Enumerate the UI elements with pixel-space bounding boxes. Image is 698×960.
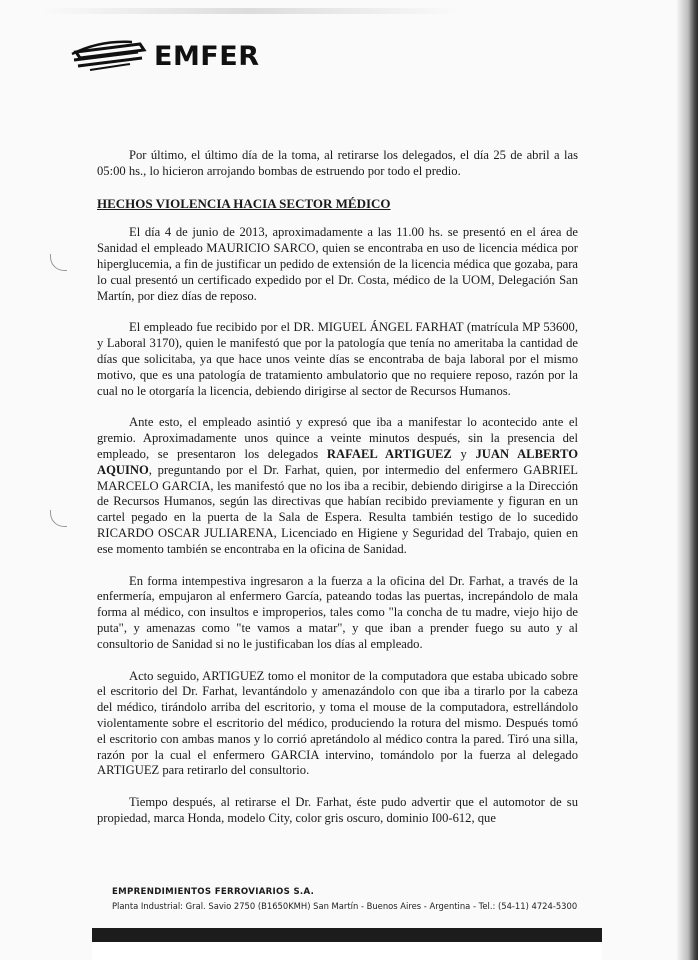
paragraph: El día 4 de junio de 2013, aproximadamente a las 11.00 hs. se presentó en el área de Sanidad el empleado MAURICIO SARCO, quien se encontraba en uso de licencia médica por hiperglucemia, a fin de justificar un pedido de extensión de la licencia médica que gozaba, para lo cual presentó un certificado expedido por el Dr. Costa, médico de la UOM, Delegación San Martín, por diez días de reposo. [97, 225, 578, 303]
scan-edge-shadow [676, 0, 698, 960]
paragraph-text: Ante esto, el empleado asintió y expresó que iba a manifestar lo acontecido ante el gremio. Aproximadamente unos quince a veinte minutos después, sin la presencia del empleado, se presentaron los delegados [97, 415, 578, 461]
footer-address: Planta Industrial: Gral. Savio 2750 (B1650KMH) San Martín - Buenos Aires - Argentina - Tel.: (54-11) 4724-5300 [112, 901, 578, 911]
brand-name: EMFER [154, 40, 260, 72]
section-heading: HECHOS VIOLENCIA HACIA SECTOR MÉDICO [97, 195, 391, 211]
paragraph: Acto seguido, ARTIGUEZ tomo el monitor de la computadora que estaba ubicado sobre el escritorio del Dr. Farhat, levantándolo y amenazándolo con que iba a tirarlo por la cabeza del médico, tirándolo arriba del escritorio, y toma el mouse de la computadora, estrellándolo violentamente sobre el escritorio del médico, produciendo la rotura del mismo. Después tomó el escritorio con ambas manos y lo corrió apretándolo al médico contra la pared. Tiró una silla, razón por la cual el enfermero GARCIA intervino, tomándolo por la fuerza al delegado ARTIGUEZ para retirarlo del consultorio. [97, 668, 578, 778]
paragraph-text: y [451, 446, 476, 461]
emfer-logo-icon [70, 38, 148, 74]
scan-smudge [40, 8, 460, 14]
delegate-name: JUAN ALBERTO AQUINO [97, 446, 579, 477]
paragraph: El empleado fue recibido por el DR. MIGUEL ÁNGEL FARHAT (matrícula MP 53600, y Laboral 3170), quien le manifestó que por la patología que tenía no ameritaba la cantidad de días que solicitaba, ya que hace unos veinte días se encontraba de baja laboral por el mismo motivo, que es una patología de tratamiento ambulatorio que no requiere reposo, razón por la cual no le otorgaría la licencia, debiendo dirigirse al sector de Recursos Humanos. [97, 320, 578, 398]
paragraph: Tiempo después, al retirarse el Dr. Farhat, éste pudo advertir que el automotor de su propiedad, marca Honda, modelo City, color gris oscuro, dominio I00-612, que [97, 795, 578, 825]
paragraph [97, 415, 578, 557]
document-body [97, 148, 578, 827]
page-bottom [92, 942, 602, 960]
footer-bar [92, 928, 602, 942]
paragraph-text: , preguntando por el Dr. Farhat, quien, por intermedio del enfermero GABRIEL MARCELO GARCIA, les manifestó que no los iba a recibir, debiendo dirigirse a la Dirección de Recursos Humanos, según las directivas que habían recibido previamente y figuran en un cartel pegado en la puerta de la Sala de Espera. Resulta también testigo de lo sucedido RICARDO OSCAR JULIARENA, Licenciado en Higiene y Seguridad del Trabajo, quien en ese momento también se encontraba en la oficina de Sanidad. [97, 462, 578, 556]
delegate-name: RAFAEL ARTIGUEZ [326, 446, 452, 461]
paragraph: En forma intempestiva ingresaron a la fuerza a la oficina del Dr. Farhat, a través de la enfermería, empujaron al enfermero García, pateando todas las puertas, increpándolo de mala forma al médico, con insultos e improperios, tales como "la concha de tu madre, viejo hijo de puta", y amenazas como "te vamos a matar", y que iban a prender fuego su auto y al consultorio de Sanidad si no le justificaban los días al empleado. [97, 573, 578, 651]
punch-hole-mark [50, 510, 67, 527]
company-logo [70, 36, 260, 76]
paragraph: Por último, el último día de la toma, al retirarse los delegados, el día 25 de abril a las 05:00 hs., lo hicieron arrojando bombas de estruendo por todo el predio. [97, 148, 578, 178]
punch-hole-mark [50, 254, 67, 271]
footer-company-name: EMPRENDIMIENTOS FERROVIARIOS S.A. [112, 887, 315, 897]
